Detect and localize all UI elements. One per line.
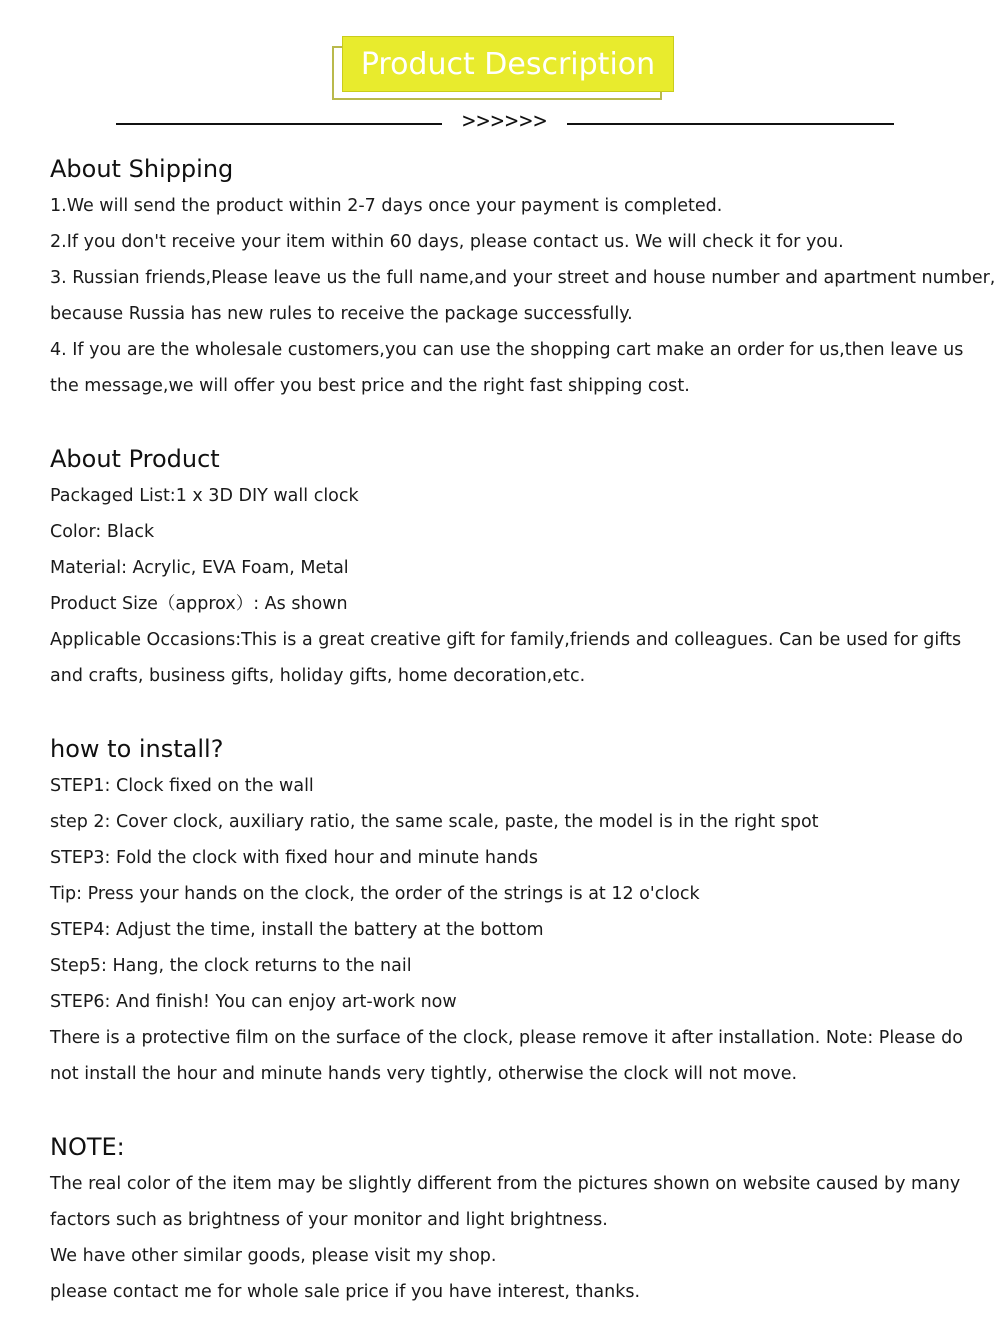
shipping-line: 1.We will send the product within 2-7 days once your payment is completed. [50,196,723,216]
divider-line-left [116,123,442,125]
note-line: We have other similar goods, please visit my shop. [50,1246,497,1266]
note-line: please contact me for whole sale price if you have interest, thanks. [50,1282,641,1302]
product-description-banner [332,36,674,102]
section-heading-note: NOTE: [50,1133,125,1161]
shipping-line: because Russia has new rules to receive the package successfully. [50,304,633,324]
product-line: and crafts, business gifts, holiday gifts, home decoration,etc. [50,666,586,686]
install-line: STEP4: Adjust the time, install the battery at the bottom [50,920,544,940]
divider-line-right [567,123,894,125]
section-about-product [50,440,980,694]
section-heading-install: how to install? [50,735,224,763]
install-line: step 2: Cover clock, auxiliary ratio, the same scale, paste, the model is in the right spot [50,812,819,832]
description-content [50,150,996,1310]
banner-label-box [342,36,674,92]
shipping-line: 4. If you are the wholesale customers,you can use the shopping cart make an order for us,then leave us [50,340,964,360]
shipping-line: 3. Russian friends,Please leave us the full name,and your street and house number and apartment number, [50,268,996,288]
banner-title: Product Description [360,46,656,82]
install-line: Tip: Press your hands on the clock, the order of the strings is at 12 o'clock [50,884,700,904]
section-heading-product: About Product [50,445,220,473]
install-line: There is a protective film on the surface of the clock, please remove it after installation. Note: Please do [50,1028,963,1048]
note-line: factors such as brightness of your monitor and light brightness. [50,1210,608,1230]
install-line: STEP6: And finish! You can enjoy art-work now [50,992,457,1012]
product-line: Applicable Occasions:This is a great creative gift for family,friends and colleagues. Can be used for gifts [50,630,962,650]
shipping-line: the message,we will offer you best price and the right fast shipping cost. [50,376,690,396]
install-line: Step5: Hang, the clock returns to the nail [50,956,412,976]
product-line: Product Size（approx）: As shown [50,594,348,614]
note-line: The real color of the item may be slightly different from the pictures shown on website caused by many [50,1174,961,1194]
divider-arrows: >>>>>> [462,109,548,134]
section-heading-shipping: About Shipping [50,155,234,183]
install-line: STEP3: Fold the clock with fixed hour and minute hands [50,848,538,868]
section-about-shipping [50,150,996,404]
section-how-to-install [50,730,980,1092]
section-note [50,1128,980,1310]
install-line: not install the hour and minute hands very tightly, otherwise the clock will not move. [50,1064,798,1084]
product-line: Material: Acrylic, EVA Foam, Metal [50,558,349,578]
product-line: Color: Black [50,522,155,542]
product-line: Packaged List:1 x 3D DIY wall clock [50,486,359,506]
shipping-line: 2.If you don't receive your item within 60 days, please contact us. We will check it for you. [50,232,844,252]
install-line: STEP1: Clock fixed on the wall [50,776,314,796]
